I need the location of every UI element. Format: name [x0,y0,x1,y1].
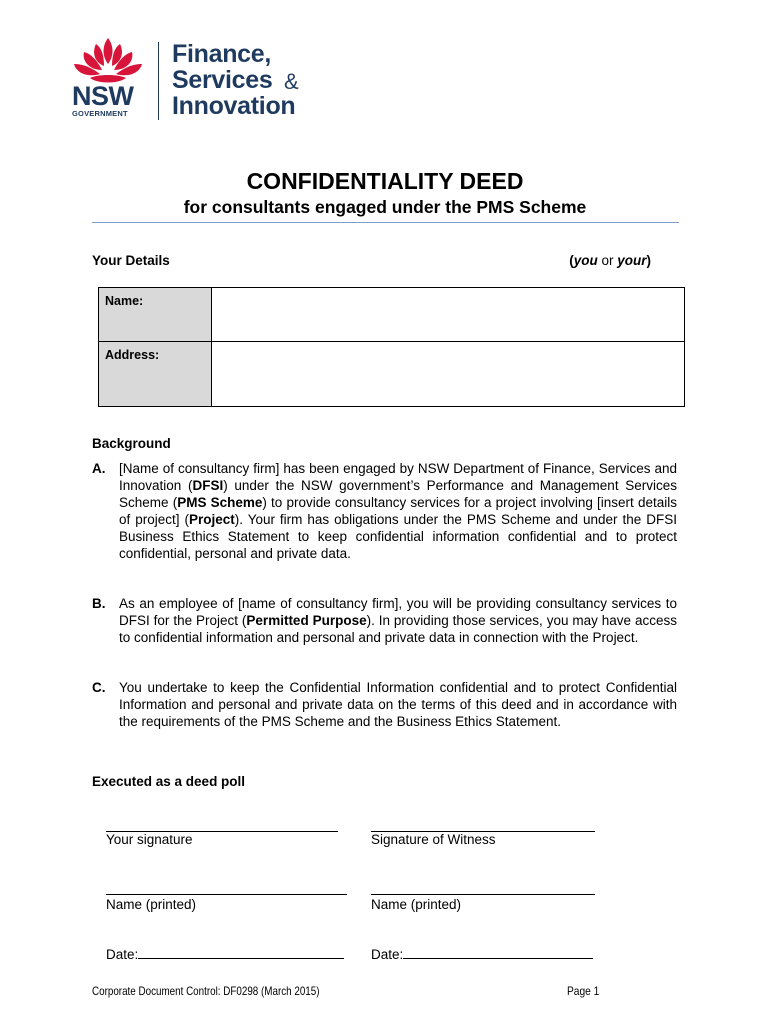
title-divider [92,222,679,223]
item-text-c: You undertake to keep the Confidential Information confidential and to protect Confidential Information and personal and private data on the terms of this deed and in accordance with the requirements of the PMS Scheme and the Business Ethics Statement. [119,680,677,729]
your-details-defined-terms [569,253,651,268]
background-item-c [92,679,677,730]
item-marker-b: B. [92,596,106,611]
details-table [98,287,685,407]
date-label-right: Date: [371,947,404,962]
background-item-a [92,460,677,562]
name-printed-label-left: Name (printed) [106,897,197,912]
executed-heading: Executed as a deed poll [92,774,246,789]
background-item-b [92,595,677,646]
nsw-wordmark: NSW [72,81,134,111]
item-marker-c: C. [92,680,106,695]
item-marker-a: A. [92,461,106,476]
government-wordmark: GOVERNMENT [72,109,128,118]
org-line-ampersand: & [284,69,299,94]
name-printed-line-left[interactable] [106,894,347,895]
item-text-b: As an employee of [name of consultancy firm], you will be providing consultancy services to DFSI for the Project (Permitted Purpose). In providing those services, you may have access to confidential information and personal and private data in connection with the Project. [119,596,677,645]
item-text-a: [Name of consultancy firm] has been engaged by NSW Department of Finance, Services and Innovation (DFSI) under the NSW government’s Performance and Management Services Scheme (PMS Scheme) to provide consultancy services for a project involving [insert details of project] (Project). Your firm has obligations under the PMS Scheme and under the DFSI Business Ethics Statement to keep confidential information confidential and to protect confidential, personal and private data. [119,461,677,561]
name-label: Name: [99,288,212,342]
paren-open: ( [569,253,574,268]
logo-divider [158,42,159,120]
page-number: Page 1 [567,984,600,998]
name-printed-label-right: Name (printed) [371,897,462,912]
term-your: your [617,253,647,268]
background-heading: Background [92,436,171,451]
date-label-left: Date: [106,947,139,962]
address-field[interactable] [212,342,685,407]
name-field[interactable] [212,288,685,342]
term-or: or [597,253,618,268]
witness-signature-label: Signature of Witness [371,832,496,847]
document-title: CONFIDENTIALITY DEED [246,168,524,194]
date-field-left [106,945,344,962]
date-field-right [371,945,593,962]
document-control-footer: Corporate Document Control: DF0298 (March 2015) [92,984,320,998]
document-subtitle: for consultants engaged under the PMS Scheme [183,197,587,217]
address-label: Address: [99,342,212,407]
term-you: you [573,253,598,268]
your-details-heading: Your Details [92,253,170,268]
date-line-left[interactable] [138,945,344,959]
paren-close: ) [646,253,651,268]
org-line-innovation: Innovation [172,92,296,120]
details-row-name [99,288,685,342]
your-signature-label: Your signature [106,832,193,847]
details-row-address [99,342,685,407]
date-line-right[interactable] [403,945,593,959]
org-line-services: Services [172,66,273,94]
nsw-government-logo [64,36,324,126]
name-printed-line-right[interactable] [371,894,595,895]
org-line-finance: Finance, [172,40,272,68]
